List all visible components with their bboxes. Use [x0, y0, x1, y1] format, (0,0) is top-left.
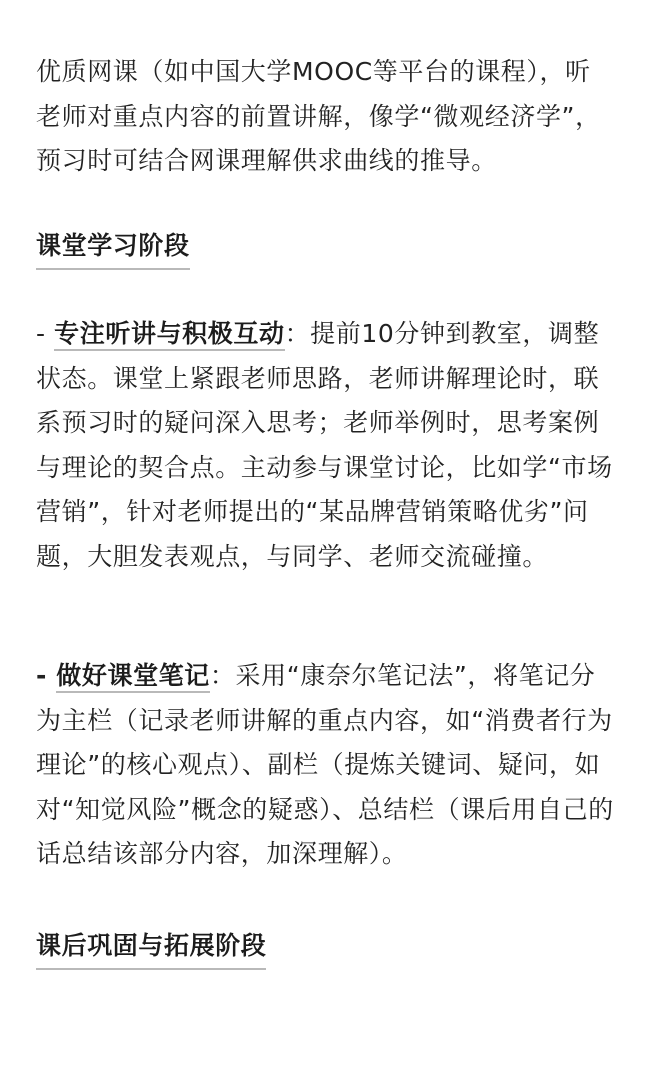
section-heading-class-study: 课堂学习阶段	[36, 226, 190, 270]
item-notes-body: ：采用“康奈尔笔记法”，将笔记分为主栏（记录老师讲解的重点内容，如“消费者行为理论”的核心观点）、副栏（提炼关键词、疑问，如对“知觉风险”概念的疑惑）、总结栏（课后用自己的话总结该部分内容，加深理解）。	[36, 661, 614, 868]
item-listen-dash: -	[36, 319, 55, 348]
item-listen-term: 专注听讲与积极互动	[54, 319, 284, 351]
item-listen-body: ：提前10分钟到教室，调整状态。课堂上紧跟老师思路，老师讲解理论时，联系预习时的疑问深入思考；老师举例时，思考案例与理论的契合点。主动参与课堂讨论，比如学“市场营销”，针对老师提出的“某品牌营销策略优劣”问题，大胆发表观点，与同学、老师交流碰撞。	[36, 319, 613, 571]
item-listen-paragraph	[36, 312, 616, 579]
intro-text: 优质网课（如中国大学MOOC等平台的课程），听老师对重点内容的前置讲解，像学“微观经济学”，预习时可结合网课理解供求曲线的推导。	[36, 57, 601, 175]
section-heading-after-class: 课后巩固与拓展阶段	[36, 926, 266, 970]
item-notes-term: 做好课堂笔记	[56, 661, 210, 693]
item-notes-dash: -	[36, 661, 57, 690]
item-notes-paragraph	[36, 654, 616, 877]
intro-paragraph	[36, 50, 616, 184]
